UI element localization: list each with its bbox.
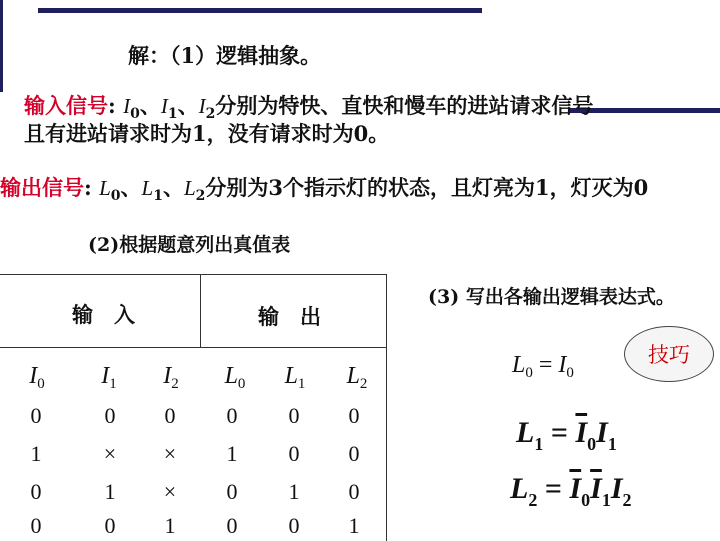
- col-header-l1: $L_1$: [284, 363, 306, 392]
- step-2-heading: (2)根据题意列出真值表: [88, 234, 291, 256]
- expression-l2: $L_2 = \overline{I}_0\overline{I}_1I_2$: [510, 472, 632, 510]
- table-cell: 0: [226, 403, 238, 428]
- table-cell: 0: [30, 479, 42, 504]
- expression-l1: $L_1 = \overline{I}_0I_1$: [516, 416, 617, 454]
- tip-label: 技巧: [648, 343, 690, 367]
- col-header-i1: $I_1$: [101, 363, 117, 392]
- solution-heading: 解：（1）逻辑抽象。: [128, 43, 322, 68]
- table-cell: 0: [348, 441, 360, 466]
- table-cell: 1: [164, 513, 176, 538]
- top-decoration-bar: [38, 8, 482, 13]
- table-cell: 0: [288, 441, 300, 466]
- output-signal-desc: 分别为3个指示灯的状态，且灯亮为1，灯灭为0: [205, 175, 649, 200]
- table-cell: 1: [30, 441, 42, 466]
- tip-badge: [624, 326, 714, 382]
- col-header-i2: $I_2$: [163, 363, 179, 392]
- step-3-heading: (3) 写出各输出逻辑表达式。: [428, 286, 675, 308]
- table-cell: 0: [348, 479, 360, 504]
- input-signal-desc-2: 且有进站请求时为1，没有请求时为0。: [24, 121, 390, 146]
- output-signal-label: 输出信号: [0, 175, 84, 200]
- input-signal-label: 输入信号: [24, 93, 108, 118]
- table-cell: 0: [164, 403, 176, 428]
- expression-l0: $L_0 = I_0$: [512, 352, 574, 381]
- table-cell: 0: [104, 513, 116, 538]
- table-cell: 0: [30, 403, 42, 428]
- col-header-l0: $L_0$: [224, 363, 246, 392]
- table-cell: 0: [226, 513, 238, 538]
- header-divider: [0, 347, 386, 348]
- input-group-header: 输 入: [72, 302, 135, 327]
- col-header-l2: $L_2$: [346, 363, 368, 392]
- table-cell: ×: [103, 441, 117, 466]
- table-cell: 0: [288, 403, 300, 428]
- truth-table: [0, 274, 387, 541]
- table-cell: ×: [163, 479, 177, 504]
- table-cell: 1: [288, 479, 300, 504]
- table-cell: 0: [288, 513, 300, 538]
- output-group-header: 输 出: [258, 304, 321, 329]
- table-cell: 1: [104, 479, 116, 504]
- table-cell: ×: [163, 441, 177, 466]
- col-header-i0: $I_0$: [29, 363, 45, 392]
- table-cell: 0: [104, 403, 116, 428]
- output-signal-line: 输出信号: $L_0$、$L_1$、$L_2$分别为3个指示灯的状态，且灯亮为1，灯灭为0: [0, 175, 649, 204]
- table-cell: 0: [226, 479, 238, 504]
- table-cell: 1: [348, 513, 360, 538]
- left-decoration-bar: [0, 0, 3, 92]
- input-signal-line: 输入信号: $I_0$、$I_1$、$I_2$分别为特快、直快和慢车的进站请求信号: [24, 93, 594, 122]
- table-cell: 0: [30, 513, 42, 538]
- group-divider: [200, 275, 201, 347]
- table-cell: 1: [226, 441, 238, 466]
- input-signal-desc: 分别为特快、直快和慢车的进站请求信号: [215, 93, 594, 118]
- table-cell: 0: [348, 403, 360, 428]
